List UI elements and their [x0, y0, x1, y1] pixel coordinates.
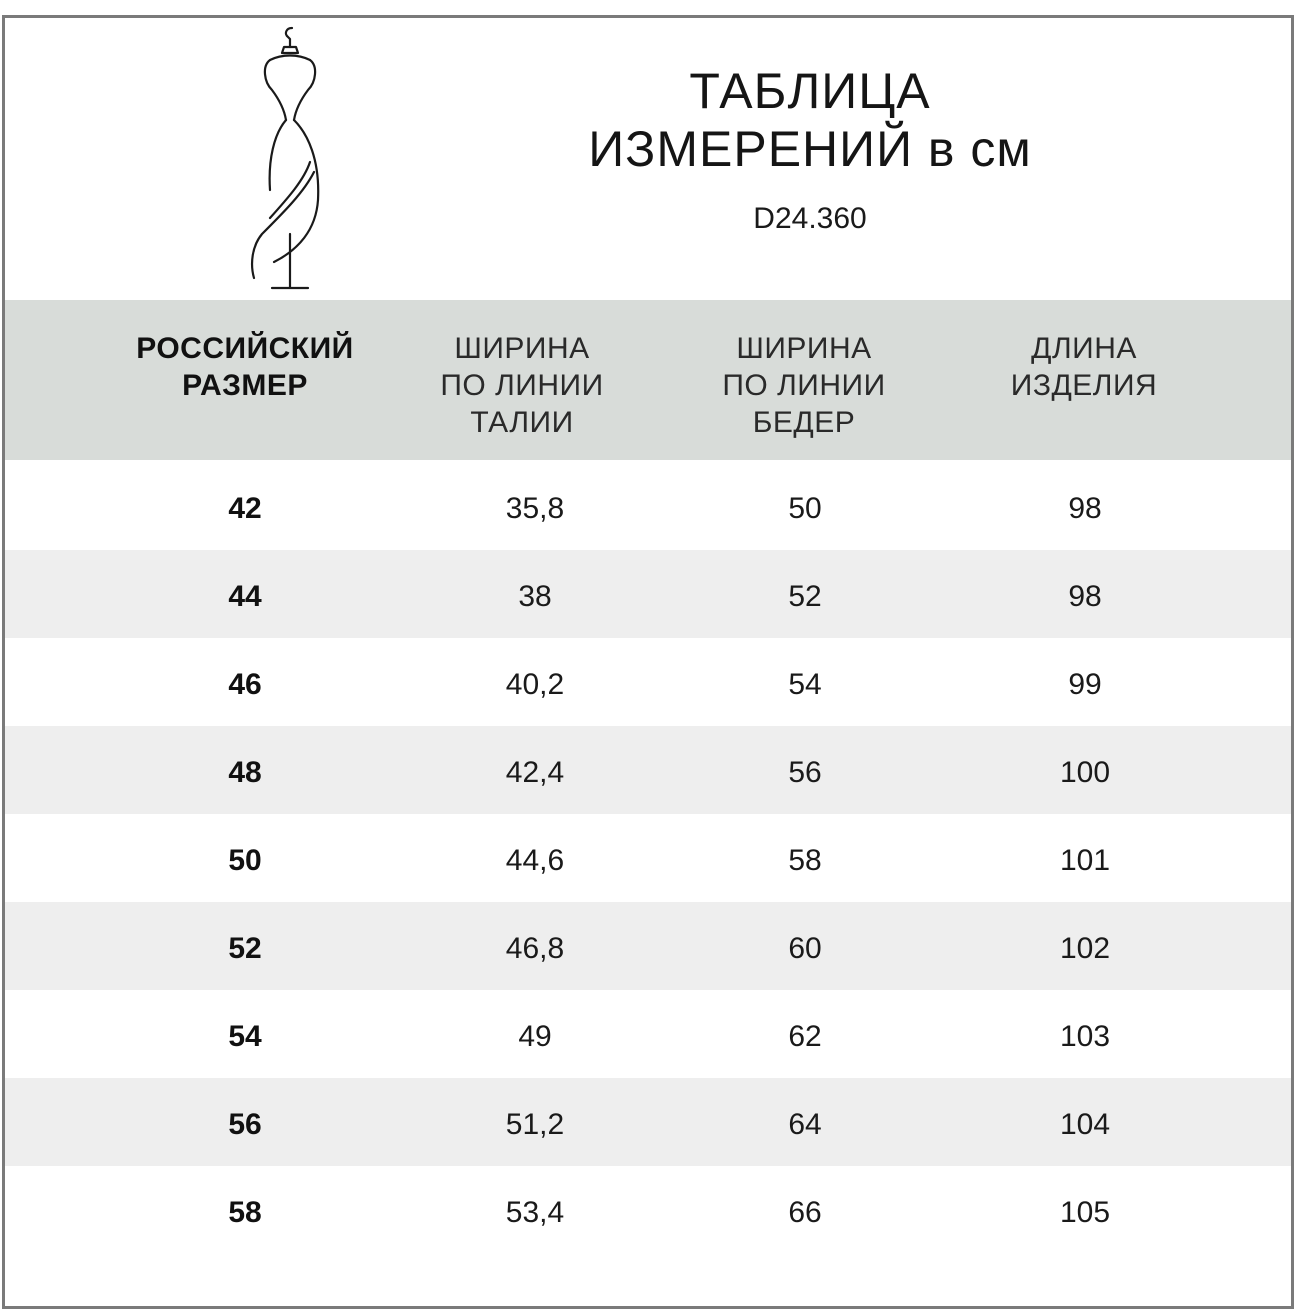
page-title: [560, 62, 1060, 178]
column-header-size: РОССИЙСКИЙ РАЗМЕР: [136, 332, 354, 402]
hips-cell: 64: [788, 1108, 822, 1141]
size-cell: 54: [228, 1020, 262, 1053]
waist-cell: 42,4: [505, 756, 565, 789]
title-line-1: ТАБЛИЦА: [689, 63, 931, 119]
waist-cell: 40,2: [505, 668, 565, 701]
waist-cell: 35,8: [505, 492, 565, 525]
column-header-hips: ШИРИНА ПО ЛИНИИ БЕДЕР: [722, 332, 886, 439]
length-cell: 101: [1059, 844, 1111, 877]
size-cell: 56: [228, 1108, 262, 1141]
size-cell: 50: [228, 844, 262, 877]
length-cell: 103: [1059, 1020, 1111, 1053]
size-cell: 42: [228, 492, 262, 525]
size-cell: 52: [228, 932, 262, 965]
size-cell: 48: [228, 756, 262, 789]
length-cell: 98: [1068, 580, 1102, 613]
length-cell: 100: [1059, 756, 1111, 789]
hips-cell: 54: [788, 668, 822, 701]
length-cell: 99: [1068, 668, 1102, 701]
hips-cell: 58: [788, 844, 822, 877]
hips-cell: 50: [788, 492, 822, 525]
length-cell: 98: [1068, 492, 1102, 525]
waist-cell: 53,4: [505, 1196, 565, 1229]
hips-cell: 66: [788, 1196, 822, 1229]
column-header-length: ДЛИНА ИЗДЕЛИЯ: [1010, 332, 1158, 402]
hips-cell: 60: [788, 932, 822, 965]
hips-cell: 56: [788, 756, 822, 789]
length-cell: 105: [1059, 1196, 1111, 1229]
waist-cell: 51,2: [505, 1108, 565, 1141]
size-cell: 44: [228, 580, 262, 613]
length-cell: 102: [1059, 932, 1111, 965]
title-line-2: ИЗМЕРЕНИЙ в см: [588, 121, 1032, 177]
waist-cell: 44,6: [505, 844, 565, 877]
waist-cell: 38: [518, 580, 552, 613]
column-header-waist: ШИРИНА ПО ЛИНИИ ТАЛИИ: [440, 332, 604, 439]
size-cell: 46: [228, 668, 262, 701]
waist-cell: 49: [518, 1020, 552, 1053]
hips-cell: 62: [788, 1020, 822, 1053]
size-cell: 58: [228, 1196, 262, 1229]
waist-cell: 46,8: [505, 932, 565, 965]
article-code: D24.360: [753, 202, 867, 235]
hips-cell: 52: [788, 580, 822, 613]
dress-mannequin-icon: [230, 22, 340, 292]
length-cell: 104: [1059, 1108, 1111, 1141]
